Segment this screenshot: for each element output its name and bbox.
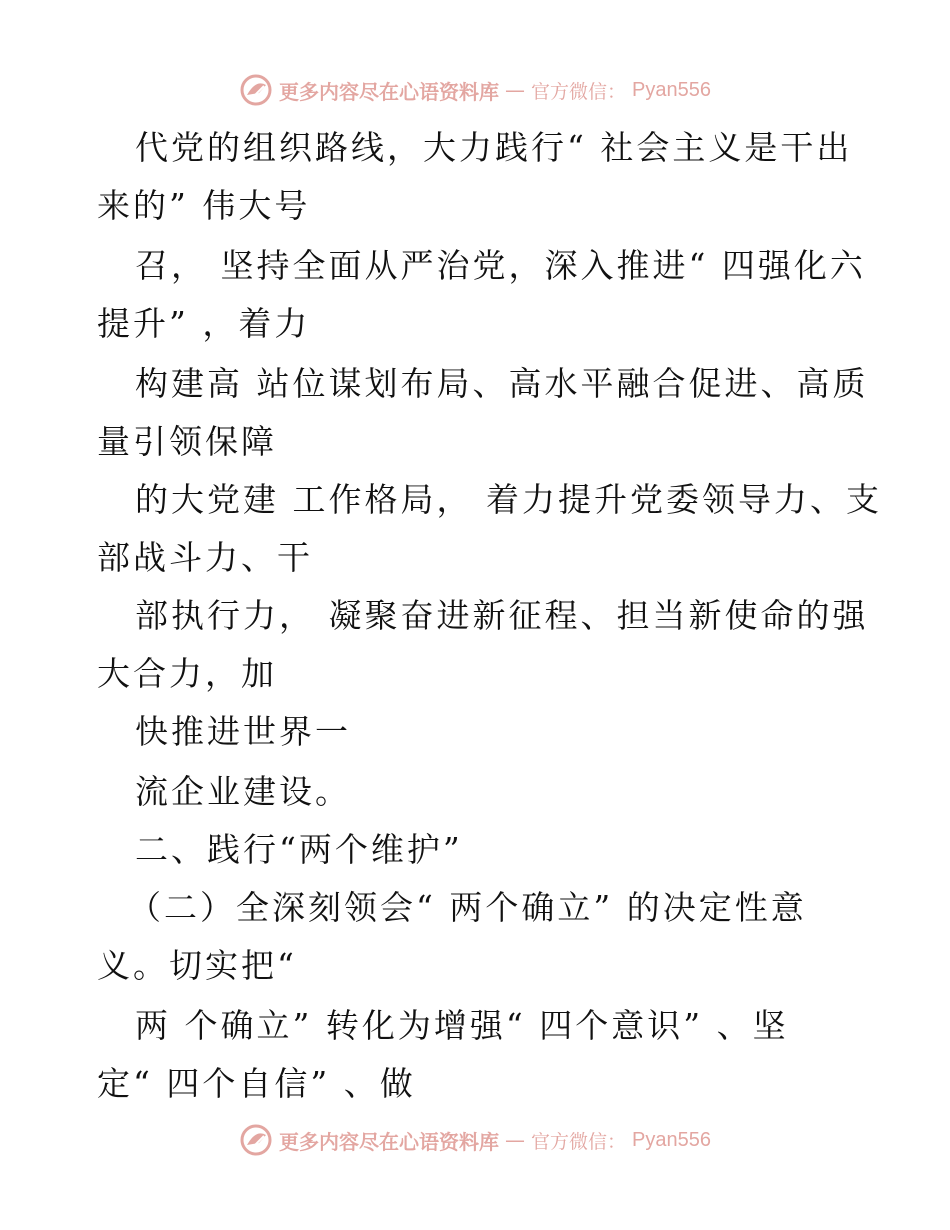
body-line: 快推进世界一 xyxy=(135,712,351,751)
watermark-wechat-id: Pyan556 xyxy=(632,78,711,101)
body-line: 提升” ，着力 xyxy=(97,304,311,343)
watermark-text: 更多内容尽在心语资料库 xyxy=(279,79,499,104)
watermark-official-label: 官方微信： xyxy=(531,80,627,103)
section-heading: 二、践行“两个维护” xyxy=(135,830,463,869)
body-line: 代党的组织路线，大力践行“ 社会主义是干出 xyxy=(135,128,853,167)
body-line: 量引领保障 xyxy=(97,422,277,461)
body-line: 部战斗力、干 xyxy=(97,538,313,577)
watermark-separator: — xyxy=(505,78,525,102)
body-line: 构建高 站位谋划布局、高水平融合促进、高质 xyxy=(135,364,869,403)
body-line: 两 个确立” 转化为增强“ 四个意识” 、坚 xyxy=(135,1006,789,1045)
watermark-separator: — xyxy=(505,1128,525,1152)
body-line: 的大党建 工作格局， 着力提升党委领导力、支 xyxy=(135,480,882,519)
watermark-logo-icon xyxy=(239,73,273,107)
watermark-official-label: 官方微信： xyxy=(531,1130,627,1153)
body-line: 来的” 伟大号 xyxy=(97,186,311,225)
footer-watermark xyxy=(0,1120,950,1160)
body-line: 召， 坚持全面从严治党，深入推进“ 四强化六 xyxy=(135,246,866,285)
watermark-text: 更多内容尽在心语资料库 xyxy=(279,1129,499,1154)
body-line: 部执行力， 凝聚奋进新征程、担当新使命的强 xyxy=(135,596,869,635)
header-watermark xyxy=(0,70,950,110)
body-line: 义。切实把“ xyxy=(97,946,297,985)
body-line: 流企业建设。 xyxy=(135,772,351,811)
body-line: 大合力，加 xyxy=(97,654,277,693)
watermark-logo-icon xyxy=(239,1123,273,1157)
body-line: 定“ 四个自信” 、做 xyxy=(97,1064,416,1103)
body-line: （二）全深刻领会“ 两个确立” 的决定性意 xyxy=(128,888,807,927)
watermark-wechat-id: Pyan556 xyxy=(632,1128,711,1151)
